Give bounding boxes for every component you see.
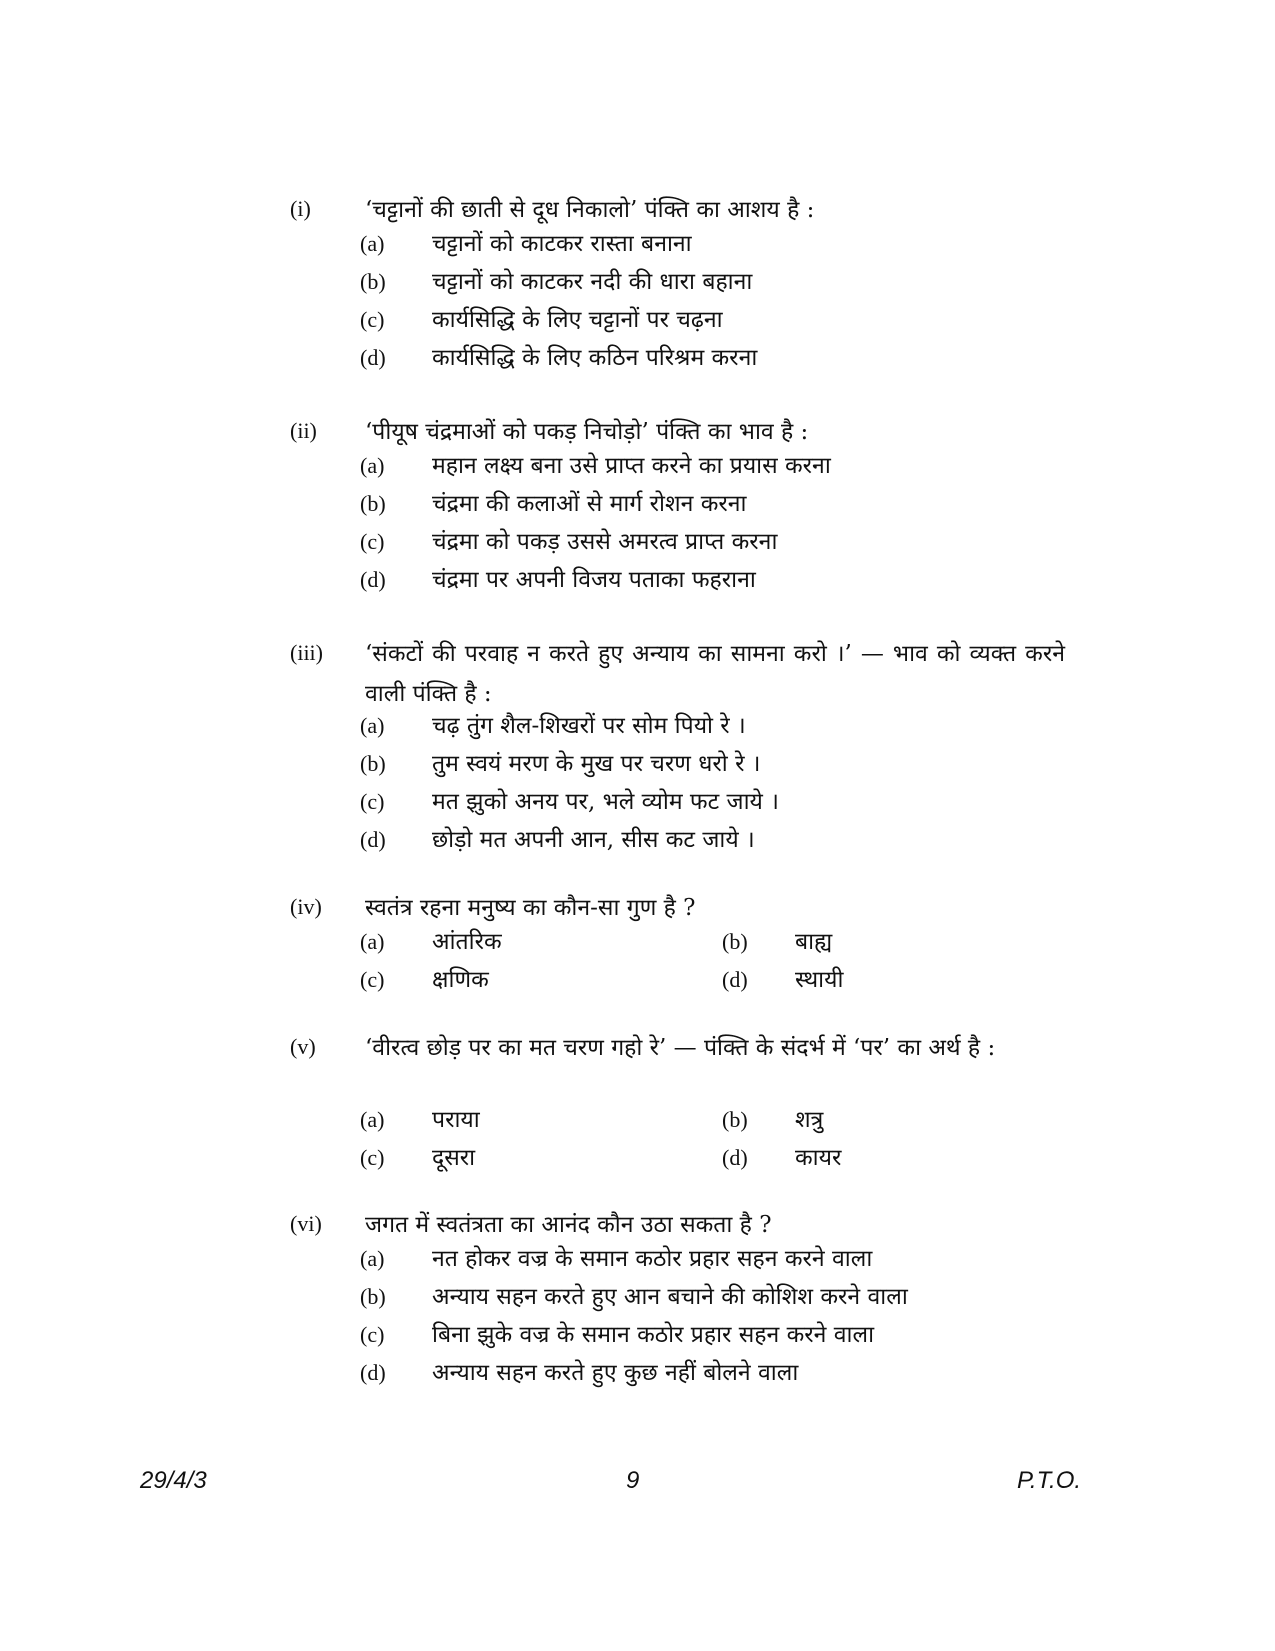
option-text: कार्यसिद्धि के लिए चट्टानों पर चढ़ना	[432, 307, 723, 333]
option-text: आंतरिक	[432, 929, 502, 955]
option-label: (c)	[360, 967, 385, 992]
option-text: कायर	[795, 1145, 842, 1171]
option-label: (b)	[360, 1284, 386, 1309]
option-label: (b)	[722, 929, 748, 954]
paper-code: 29/4/3	[140, 1467, 207, 1494]
option-label: (d)	[360, 345, 386, 370]
option-label: (d)	[360, 827, 386, 852]
option-label: (a)	[360, 231, 385, 256]
option-label: (b)	[360, 269, 386, 294]
option-label: (b)	[722, 1107, 748, 1132]
option-label: (d)	[722, 1145, 748, 1170]
question-text: ‘संकटों की परवाह न करते हुए अन्याय का सामना करो ।’ — भाव को व्यक्त करने वाली पंक्ति है :	[365, 641, 1065, 707]
question-text: जगत में स्वतंत्रता का आनंद कौन उठा सकता है ?	[365, 1212, 772, 1238]
option-text: मत झुको अनय पर, भले व्योम फट जाये ।	[432, 789, 779, 815]
option-label: (a)	[360, 453, 385, 478]
page-number: 9	[626, 1467, 640, 1494]
option-text: अन्याय सहन करते हुए कुछ नहीं बोलने वाला	[432, 1360, 799, 1386]
option-label: (d)	[722, 967, 748, 992]
question-text: स्वतंत्र रहना मनुष्य का कौन-सा गुण है ?	[365, 895, 696, 921]
option-text: बिना झुके वज्र के समान कठोर प्रहार सहन करने वाला	[432, 1322, 875, 1348]
question-number: (v)	[290, 1034, 316, 1059]
option-label: (d)	[360, 1360, 386, 1385]
option-text: स्थायी	[795, 967, 844, 993]
option-text: कार्यसिद्धि के लिए कठिन परिश्रम करना	[432, 345, 758, 371]
option-text: अन्याय सहन करते हुए आन बचाने की कोशिश करने वाला	[432, 1284, 908, 1310]
option-text: छोड़ो मत अपनी आन, सीस कट जाये ।	[432, 827, 755, 853]
option-label: (b)	[360, 491, 386, 516]
option-label: (a)	[360, 929, 385, 954]
option-text: महान लक्ष्य बना उसे प्राप्त करने का प्रयास करना	[432, 453, 831, 479]
option-text: चंद्रमा पर अपनी विजय पताका फहराना	[432, 567, 756, 593]
question-number: (iii)	[290, 640, 323, 665]
option-label: (b)	[360, 751, 386, 776]
option-label: (c)	[360, 1145, 385, 1170]
option-text: क्षणिक	[432, 967, 489, 993]
question-number: (iv)	[290, 894, 322, 919]
option-text: शत्रु	[795, 1107, 824, 1133]
option-text: तुम स्वयं मरण के मुख पर चरण धरो रे ।	[432, 751, 761, 777]
question-text: ‘चट्टानों की छाती से दूध निकालो’ पंक्ति का आशय है :	[365, 197, 815, 223]
option-text: चट्टानों को काटकर नदी की धारा बहाना	[432, 269, 753, 295]
option-label: (c)	[360, 307, 385, 332]
option-text: चंद्रमा की कलाओं से मार्ग रोशन करना	[432, 491, 747, 517]
pto-label: P.T.O.	[1017, 1467, 1082, 1494]
option-text: चट्टानों को काटकर रास्ता बनाना	[432, 231, 692, 257]
option-text: पराया	[432, 1107, 480, 1133]
option-label: (c)	[360, 1322, 385, 1347]
option-text: नत होकर वज्र के समान कठोर प्रहार सहन करने वाला	[432, 1246, 873, 1272]
question-text: ‘वीरत्व छोड़ पर का मत चरण गहो रे’ — पंक्ति के संदर्भ में ‘पर’ का अर्थ है :	[365, 1035, 996, 1061]
option-text: चढ़ तुंग शैल-शिखरों पर सोम पियो रे ।	[432, 713, 746, 739]
option-label: (c)	[360, 529, 385, 554]
question-number: (ii)	[290, 418, 317, 443]
option-label: (a)	[360, 1107, 385, 1132]
option-label: (a)	[360, 713, 385, 738]
option-label: (d)	[360, 567, 386, 592]
option-text: दूसरा	[432, 1145, 476, 1171]
option-label: (c)	[360, 789, 385, 814]
option-text: बाह्य	[795, 929, 833, 955]
question-number: (vi)	[290, 1211, 322, 1236]
option-label: (a)	[360, 1246, 385, 1271]
question-number: (i)	[290, 196, 311, 221]
question-text: ‘पीयूष चंद्रमाओं को पकड़ निचोड़ो’ पंक्ति का भाव है :	[365, 419, 809, 445]
option-text: चंद्रमा को पकड़ उससे अमरत्व प्राप्त करना	[432, 529, 778, 555]
